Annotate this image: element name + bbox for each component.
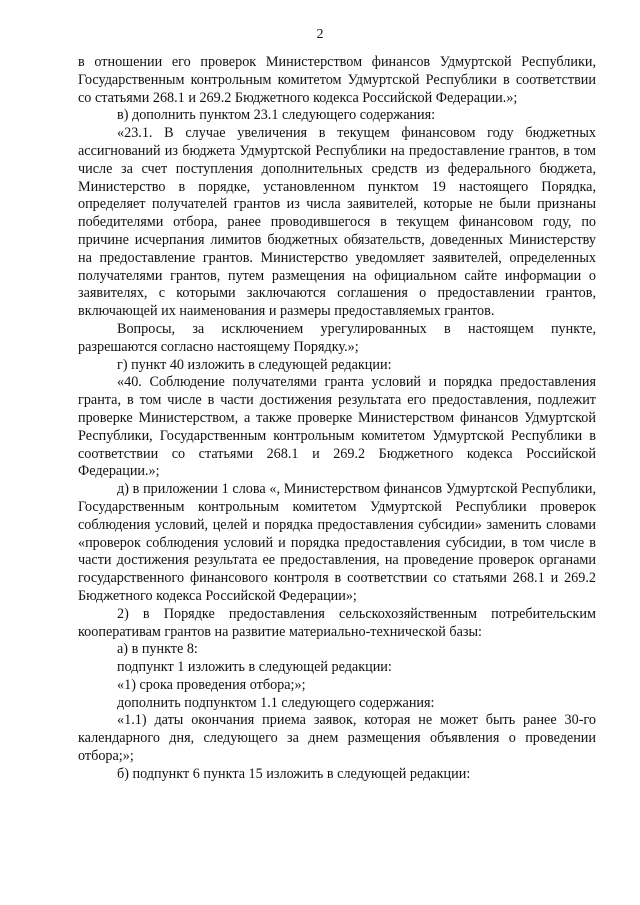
paragraph-9: а) в пункте 8: [117, 641, 198, 658]
paragraph-8: 2) в Порядке предоставления сельскохозяйственным потребительским кооперативам грантов на развитие материально-технической базы: [78, 605, 596, 640]
paragraph-13: «1.1) даты окончания приема заявок, которая не может быть ранее 30-го календарного дня, следующего за днем размещения объявления о проведении отбора;»; [78, 712, 596, 765]
paragraph-14: б) подпункт 6 пункта 15 изложить в следующей редакции: [117, 765, 471, 782]
paragraph-5: г) пункт 40 изложить в следующей редакции: [117, 356, 392, 373]
paragraph-12: дополнить подпунктом 1.1 следующего содержания: [117, 694, 435, 711]
paragraph-1: в отношении его проверок Министерством финансов Удмуртской Республики, Государственным контрольным комитетом Удмуртской Республики в соответствии со статьями 268.1 и 269.2 Бюджетного кодекса Российской Федерации.»; [78, 54, 596, 106]
paragraph-3: «23.1. В случае увеличения в текущем финансовом году бюджетных ассигнований из бюджета Удмуртской Республики на предоставление грантов, в том числе за счет поступления дополнительных средств из федерального бюджета, Министерство в порядке, установленном пунктом 19 настоящего Порядка, определяет получателей грантов из числа заявителей, которые не были признаны победителями отбора, ранее проводившегося в текущем финансовом году, по причине исчерпания лимитов бюджетных обязательств, доведенных Министерству на предоставление грантов. Министерство уведомляет заявителей, определенных получателями грантов, путем размещения на официальном сайте информации о заявителях, с которыми заключаются соглашения о предоставлении грантов, включающей их наименования и размеры предоставляемых грантов. [78, 125, 596, 320]
document-body [78, 54, 596, 784]
paragraph-4: Вопросы, за исключением урегулированных в настоящем пункте, разрешаются согласно настоящему Порядку.»; [78, 320, 596, 355]
paragraph-10: подпункт 1 изложить в следующей редакции: [117, 659, 392, 676]
paragraph-7: д) в приложении 1 слова «, Министерством финансов Удмуртской Республики, Государственным контрольным комитетом Удмуртской Республики проверок соблюдения условий, целей и порядка предоставления субсидии» заменить словами «проверок соблюдения условий и порядка предоставления субсидии, в том числе в части достижения результата ее предоставления, на проведение проверок органами государственного финансового контроля в соответствии со статьями 268.1 и 269.2 Бюджетного кодекса Российской Федерации»; [78, 481, 596, 604]
paragraph-2: в) дополнить пунктом 23.1 следующего содержания: [117, 107, 436, 124]
paragraph-6: «40. Соблюдение получателями гранта условий и порядка предоставления гранта, в том числе в части достижения результата его предоставления, подлежит проверке Министерством, а также проверке Министерством финансов Удмуртской Республики, Государственным контрольным комитетом Удмуртской Республики в соответствии со статьями 268.1 и 269.2 Бюджетного кодекса Российской Федерации.»; [78, 374, 596, 480]
page-number: 2 [316, 27, 324, 42]
paragraph-11: «1) срока проведения отбора;»; [117, 676, 306, 693]
